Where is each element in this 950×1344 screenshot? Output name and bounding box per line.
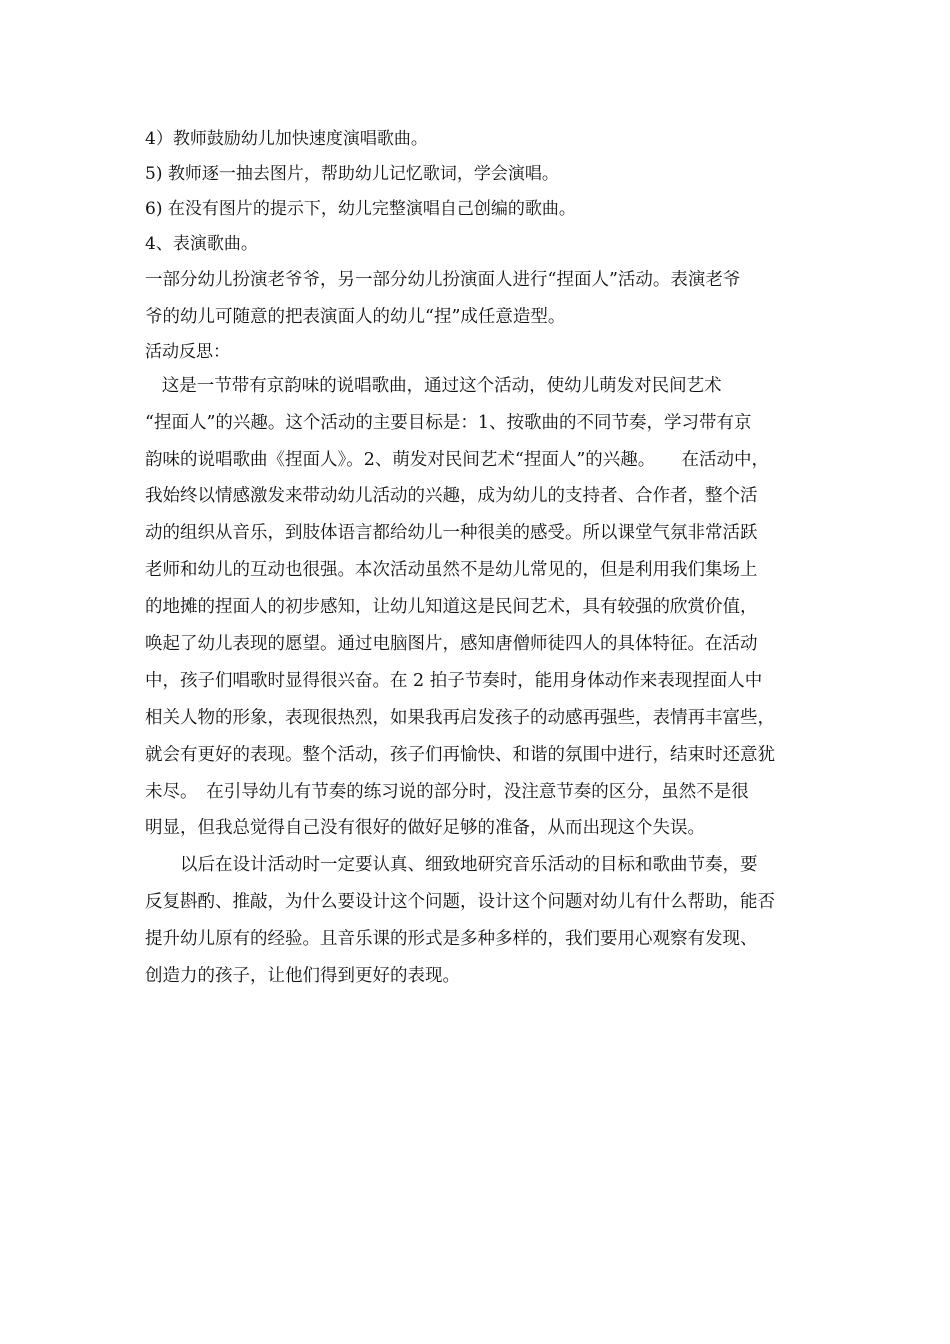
- reflection-heading: 活动反思：: [145, 341, 230, 362]
- step-item: 6) 在没有图片的提示下，幼儿完整演唱自己创编的歌曲。: [145, 199, 576, 219]
- paragraph-line: 唤起了幼儿表现的愿望。通过电脑图片，感知唐僧师徒四人的具体特征。在活动: [145, 634, 758, 655]
- step-item: 5) 教师逐一抽去图片，帮助幼儿记忆歌词，学会演唱。: [145, 164, 559, 184]
- performance-paragraph: [145, 262, 815, 336]
- paragraph-line: 一部分幼儿扮演老爷爷，另一部分幼儿扮演面人进行“捏面人”活动。表演老爷: [145, 270, 741, 290]
- paragraph-line: 未尽。 在引导幼儿有节奏的练习说的部分时，没注意节奏的区分，虽然不是很: [145, 781, 749, 802]
- document-body: [145, 124, 815, 995]
- paragraph-line: 相关人物的形象，表现很热烈，如果我再启发孩子的动感再强些，表情再丰富些，: [145, 707, 775, 728]
- paragraph-line: 就会有更好的表现。整个活动，孩子们再愉快、和谐的氛围中进行，结束时还意犹: [145, 744, 775, 765]
- paragraph-line: 动的组织从音乐，到肢体语言都给幼儿一种很美的感受。所以课堂气氛非常活跃: [145, 523, 758, 544]
- paragraph-line: 我始终以情感激发来带动幼儿活动的兴趣，成为幼儿的支持者、合作者，整个活: [145, 486, 758, 507]
- paragraph-line: 提升幼儿原有的经验。且音乐课的形式是多种多样的，我们要用心观察有发现、: [145, 929, 758, 950]
- step-item: 4）教师鼓励幼儿加快速度演唱歌曲。: [145, 129, 428, 149]
- paragraph-line: “捏面人”的兴趣。这个活动的主要目标是：1、按歌曲的不同节奏，学习带有京: [145, 412, 752, 433]
- paragraph-line: 以后在设计活动时一定要认真、细致地研究音乐活动的目标和歌曲节奏，要: [145, 855, 758, 876]
- paragraph-line: 这是一节带有京韵味的说唱歌曲，通过这个活动，使幼儿萌发对民间艺术: [145, 375, 722, 396]
- paragraph-line: 创造力的孩子，让他们得到更好的表现。: [145, 966, 460, 987]
- paragraph-line: 爷的幼儿可随意的把表演面人的幼儿“捏”成任意造型。: [145, 306, 566, 327]
- paragraph-line: 反复斟酌、推敲，为什么要设计这个问题，设计这个问题对幼儿有什么帮助，能否: [145, 892, 775, 913]
- paragraph-line: 明显，但我总觉得自己没有很好的做好足够的准备，从而出现这个失误。: [145, 818, 705, 839]
- reflection-paragraph: [145, 368, 815, 995]
- paragraph-line: 老师和幼儿的互动也很强。本次活动虽然不是幼儿常见的，但是利用我们集场上: [145, 560, 758, 581]
- paragraph-line: 的地摊的捏面人的初步感知，让幼儿知道这是民间艺术，具有较强的欣赏价值，: [145, 597, 758, 618]
- paragraph-line: 中，孩子们唱歌时显得很兴奋。在 2 拍子节奏时，能用身体动作来表现捏面人中: [145, 670, 763, 691]
- paragraph-line: 韵味的说唱歌曲《捏面人》。2、萌发对民间艺术“捏面人”的兴趣。 在活动中，: [145, 449, 770, 470]
- section-heading: 4、表演歌曲。: [145, 234, 258, 254]
